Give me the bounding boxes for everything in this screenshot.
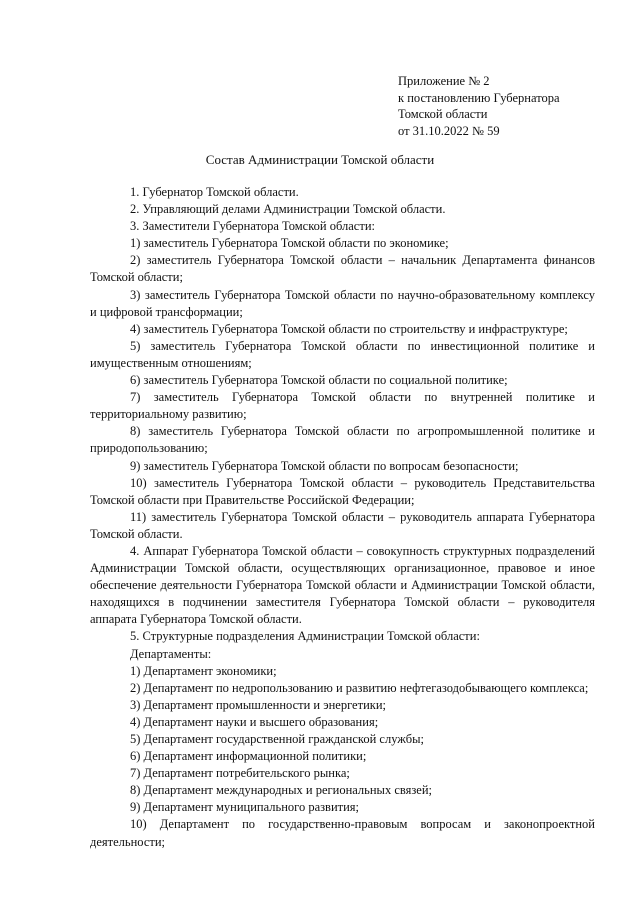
document-title: Состав Администрации Томской области [205, 152, 435, 167]
paragraph-5: 5. Структурные подразделения Администрации Томской области: [130, 629, 480, 644]
deputy-3: 3) заместитель Губернатора Томской области по научно-образовательному комплексу и цифровой трансформации; [90, 287, 595, 319]
paragraph-1: 1. Губернатор Томской области. [130, 185, 299, 199]
department-3: 3) Департамент промышленности и энергетики; [130, 697, 386, 712]
deputy-4: 4) заместитель Губернатора Томской области по строительству и инфраструктуре; [130, 321, 568, 336]
paragraph-3: 3. Заместители Губернатора Томской области: [130, 219, 375, 234]
deputy-9: 9) заместитель Губернатора Томской области по вопросам безопасности; [130, 458, 519, 473]
departments-heading: Департаменты: [130, 646, 212, 661]
department-9: 9) Департамент муниципального развития; [130, 800, 360, 815]
annex-header [398, 73, 618, 139]
deputy-11: 11) заместитель Губернатора Томской области – руководитель аппарата Губернатора Томской области. [90, 509, 595, 541]
annex-date: от 31.10.2022 № 59 [398, 123, 500, 138]
annex-region: Томской области [398, 107, 488, 122]
deputy-6: 6) заместитель Губернатора Томской области по социальной политике; [130, 373, 508, 388]
deputy-5: 5) заместитель Губернатора Томской области по инвестиционной политике и имущественным отношениям; [90, 338, 595, 370]
document-body [90, 184, 595, 851]
deputy-7: 7) заместитель Губернатора Томской области по внутренней политике и территориальному развитию; [90, 390, 595, 422]
department-10: 10) Департамент по государственно-правовым вопросам и законопроектной деятельности; [90, 817, 595, 849]
deputy-2: 2) заместитель Губернатора Томской области – начальник Департамента финансов Томской области; [90, 253, 595, 285]
department-2: 2) Департамент по недропользованию и развитию нефтегазодобывающего комплекса; [130, 680, 589, 695]
paragraph-2: 2. Управляющий делами Администрации Томской области. [130, 202, 446, 217]
department-7: 7) Департамент потребительского рынка; [130, 766, 350, 781]
deputy-10: 10) заместитель Губернатора Томской области – руководитель Представительства Томской области при Правительстве Российской Федерации; [90, 475, 595, 507]
department-8: 8) Департамент международных и региональных связей; [130, 783, 433, 798]
department-5: 5) Департамент государственной гражданской службы; [130, 732, 424, 746]
annex-resolution: к постановлению Губернатора [398, 90, 560, 105]
deputy-1: 1) заместитель Губернатора Томской области по экономике; [130, 236, 449, 251]
department-4: 4) Департамент науки и высшего образования; [130, 714, 379, 729]
paragraph-4: 4. Аппарат Губернатора Томской области – совокупность структурных подразделений Администрации Томской области, осуществляющих организационное, правовое и иное обеспечение деятельности Губернатора Томской области и Администрации Томской области, находящихся в подчинении заместителя Губернатора Томской области – руководителя аппарата Губернатора Томской области. [90, 543, 595, 627]
department-6: 6) Департамент информационной политики; [130, 749, 367, 764]
deputy-8: 8) заместитель Губернатора Томской области по агропромышленной политике и природопользованию; [90, 424, 595, 456]
annex-number: Приложение № 2 [398, 74, 490, 88]
department-1: 1) Департамент экономики; [130, 663, 277, 678]
